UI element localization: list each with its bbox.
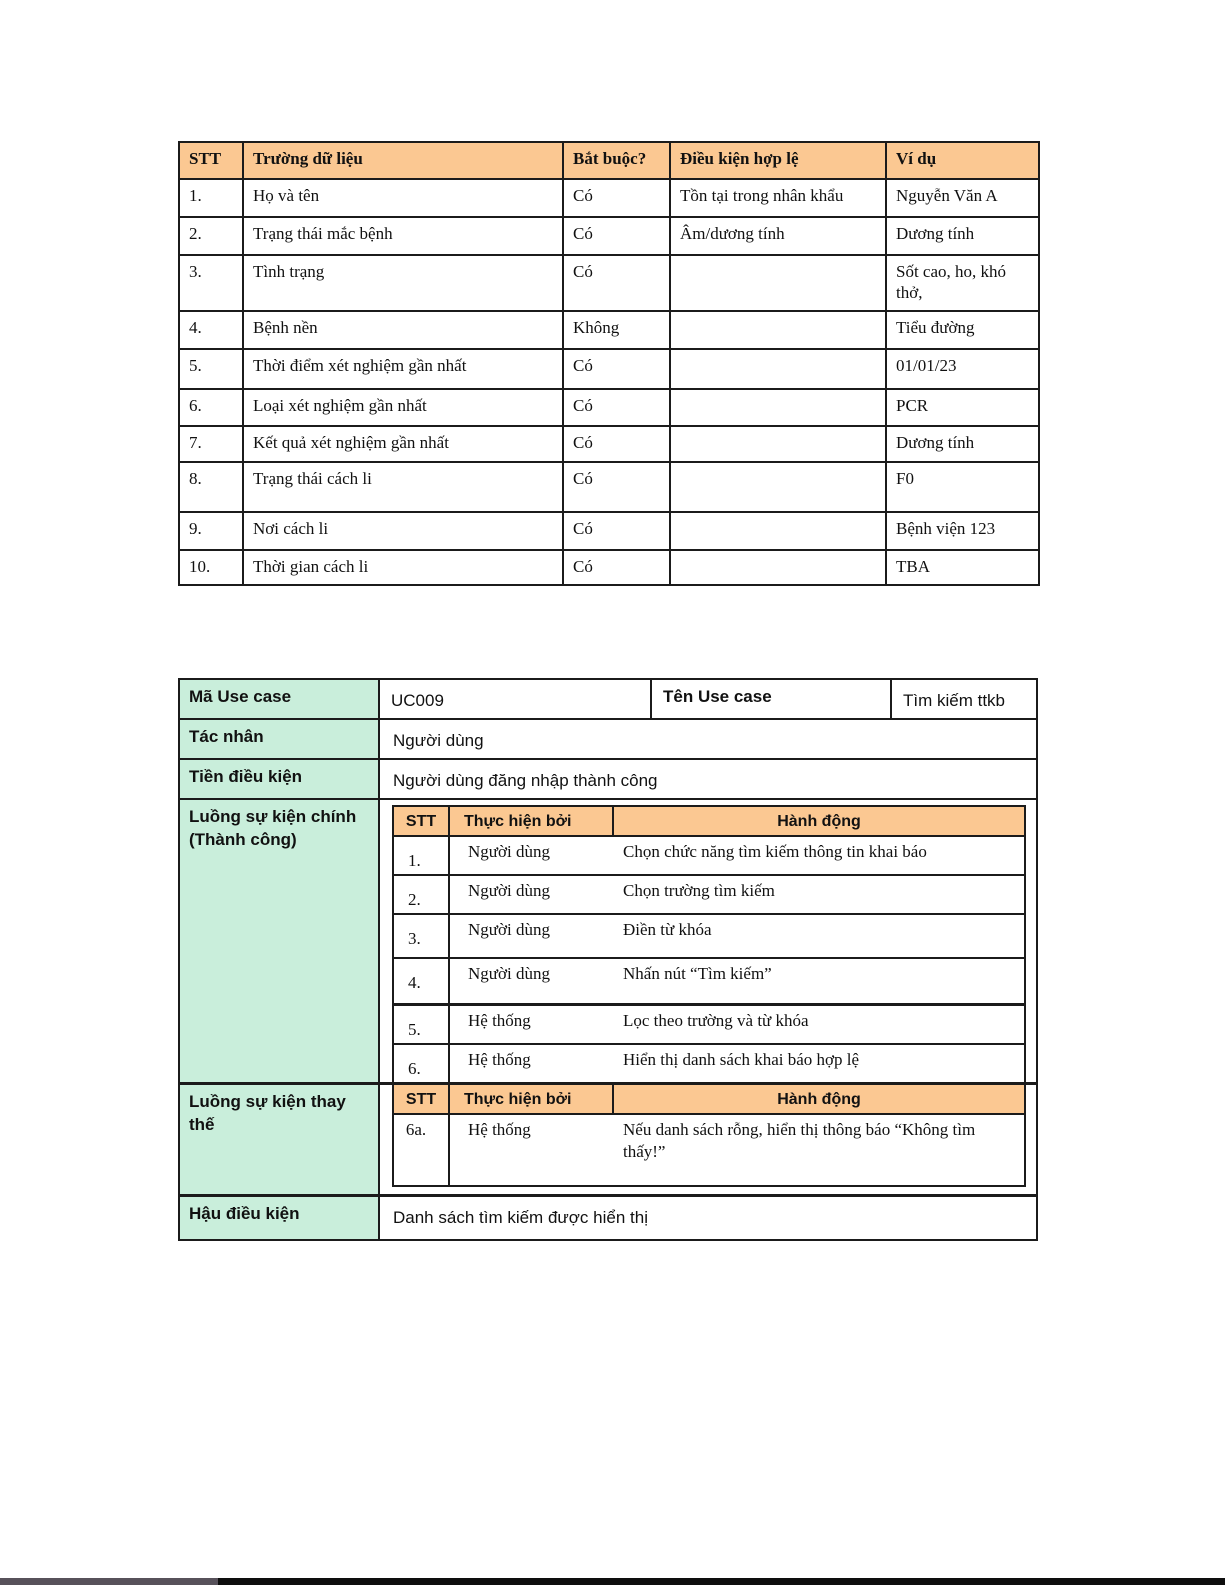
col-header-required: Bắt buộc? [563,142,670,179]
stt-cell: 3. [179,255,243,311]
step-actor: Hệ thống [449,1004,613,1044]
flow-step-row [393,875,1025,914]
field-cell: Thời điểm xét nghiệm gần nhất [243,349,563,389]
flow-col-action: Hành động [613,806,1025,836]
step-actor: Hệ thống [468,1049,531,1069]
required-cell: Không [563,311,670,349]
required-cell: Có [563,426,670,462]
main-flow-row [180,800,1036,1085]
step-action: Nếu danh sách rỗng, hiển thị thông báo “Không tìm thấy!” [623,1119,976,1161]
field-cell: Trạng thái cách li [243,462,563,512]
flow-step-row [393,914,1025,958]
table-row [179,217,1039,255]
step-actor: Người dùng [449,875,613,914]
condition-cell [670,311,886,349]
field-cell: Họ và tên [243,179,563,217]
condition-cell: Tồn tại trong nhân khẩu [670,179,886,217]
flow-header-row [393,806,1025,836]
table-row [179,311,1039,349]
stt-cell: 2. [179,217,243,255]
required-cell: Có [563,217,670,255]
stt-cell: 4. [179,311,243,349]
required-cell: Có [563,255,670,311]
alt-flow-content [380,1085,1036,1194]
condition-cell [670,550,886,585]
step-actor: Người dùng [449,958,613,1004]
table-row [179,389,1039,426]
condition-cell [670,349,886,389]
flow-col-actor: Thực hiện bởi [449,806,613,836]
example-cell: Dương tính [886,426,1039,462]
step-number: 4. [393,958,449,1004]
use-case-code-label: Mã Use case [180,680,380,718]
actor-label: Tác nhân [180,720,380,758]
table-row [179,349,1039,389]
required-cell: Có [563,512,670,550]
bottom-dark-strip [0,1578,1225,1585]
bottom-strip-left-segment [0,1578,218,1585]
required-cell: Có [563,462,670,512]
flow-col-stt: STT [393,1085,449,1114]
alt-flow-row [180,1085,1036,1197]
step-number: 6. [393,1044,449,1082]
col-header-field: Trường dữ liệu [243,142,563,179]
table-row [179,550,1039,585]
col-header-example: Ví dụ [886,142,1039,179]
required-cell: Có [563,550,670,585]
condition-cell [670,512,886,550]
table-row [179,179,1039,217]
step-action: Nhấn nút “Tìm kiếm” [613,958,1025,1004]
field-cell: Kết quả xét nghiệm gần nhất [243,426,563,462]
precondition-label: Tiền điều kiện [180,760,380,798]
use-case-code-value: UC009 [380,680,652,718]
example-cell: PCR [886,389,1039,426]
flow-step-row [393,1004,1025,1044]
stt-cell: 10. [179,550,243,585]
condition-cell [670,389,886,426]
use-case-name-value: Tìm kiếm ttkb [903,691,1006,710]
flow-col-stt: STT [393,806,449,836]
condition-cell [670,255,886,311]
field-cell: Bệnh nền [243,311,563,349]
stt-cell: 8. [179,462,243,512]
field-cell: Thời gian cách li [243,550,563,585]
stt-cell: 1. [179,179,243,217]
actor-row [180,720,1036,760]
example-cell: Bệnh viện 123 [886,512,1039,550]
step-action: Chọn trường tìm kiếm [613,875,1025,914]
use-case-table [178,678,1038,1241]
step-action: Điền từ khóa [613,914,1025,958]
actor-value: Người dùng [393,731,484,750]
step-actor: Hệ thống [468,1119,531,1139]
example-cell: Dương tính [886,217,1039,255]
postcondition-value: Danh sách tìm kiếm được hiển thị [393,1207,648,1227]
example-cell: Sốt cao, ho, khó thở, [886,255,1039,311]
step-number: 6a. [393,1114,449,1186]
stt-cell: 6. [179,389,243,426]
postcondition-label: Hậu điều kiện [180,1197,380,1239]
stt-cell: 5. [179,349,243,389]
step-number: 1. [393,836,449,875]
precondition-row [180,760,1036,800]
step-number: 2. [393,875,449,914]
flow-step-row [393,1114,1025,1186]
table-row [179,512,1039,550]
main-flow-table [392,805,1026,1082]
field-cell: Loại xét nghiệm gần nhất [243,389,563,426]
flow-col-actor: Thực hiện bởi [449,1085,613,1114]
flow-step-row [393,1044,1025,1082]
condition-cell: Âm/dương tính [670,217,886,255]
alt-flow-label: Luồng sự kiện thay thế [180,1085,380,1194]
field-cell: Nơi cách li [243,512,563,550]
condition-cell [670,426,886,462]
table-row [179,255,1039,311]
example-cell: F0 [886,462,1039,512]
flow-step-row [393,836,1025,875]
condition-cell [670,462,886,512]
col-header-stt: STT [179,142,243,179]
table-row [179,426,1039,462]
step-action: Chọn chức năng tìm kiếm thông tin khai báo [613,836,1025,875]
example-cell: Nguyễn Văn A [886,179,1039,217]
example-cell: Tiểu đường [886,311,1039,349]
col-header-condition: Điều kiện hợp lệ [670,142,886,179]
alt-flow-table [392,1085,1026,1187]
main-flow-label: Luồng sự kiện chính (Thành công) [180,800,380,1082]
postcondition-row [180,1197,1036,1239]
required-cell: Có [563,389,670,426]
step-number: 3. [393,914,449,958]
field-cell: Tình trạng [243,255,563,311]
step-actor: Người dùng [449,914,613,958]
stt-cell: 9. [179,512,243,550]
step-action: Hiển thị danh sách khai báo hợp lệ [623,1049,860,1069]
field-cell: Trạng thái mắc bệnh [243,217,563,255]
flow-step-row [393,958,1025,1004]
flow-header-row [393,1085,1025,1114]
stt-cell: 7. [179,426,243,462]
main-flow-content [380,800,1036,1082]
required-cell: Có [563,349,670,389]
step-actor: Người dùng [449,836,613,875]
precondition-value: Người dùng đăng nhập thành công [393,771,658,790]
example-cell: TBA [886,550,1039,585]
use-case-name-label: Tên Use case [652,680,892,718]
example-cell: 01/01/23 [886,349,1039,389]
fields-header-row [179,142,1039,179]
fields-table [178,141,1040,586]
flow-col-action: Hành động [613,1085,1025,1114]
required-cell: Có [563,179,670,217]
step-number: 5. [393,1004,449,1044]
table-row [179,462,1039,512]
use-case-id-row [180,680,1036,720]
step-action: Lọc theo trường và từ khóa [613,1004,1025,1044]
